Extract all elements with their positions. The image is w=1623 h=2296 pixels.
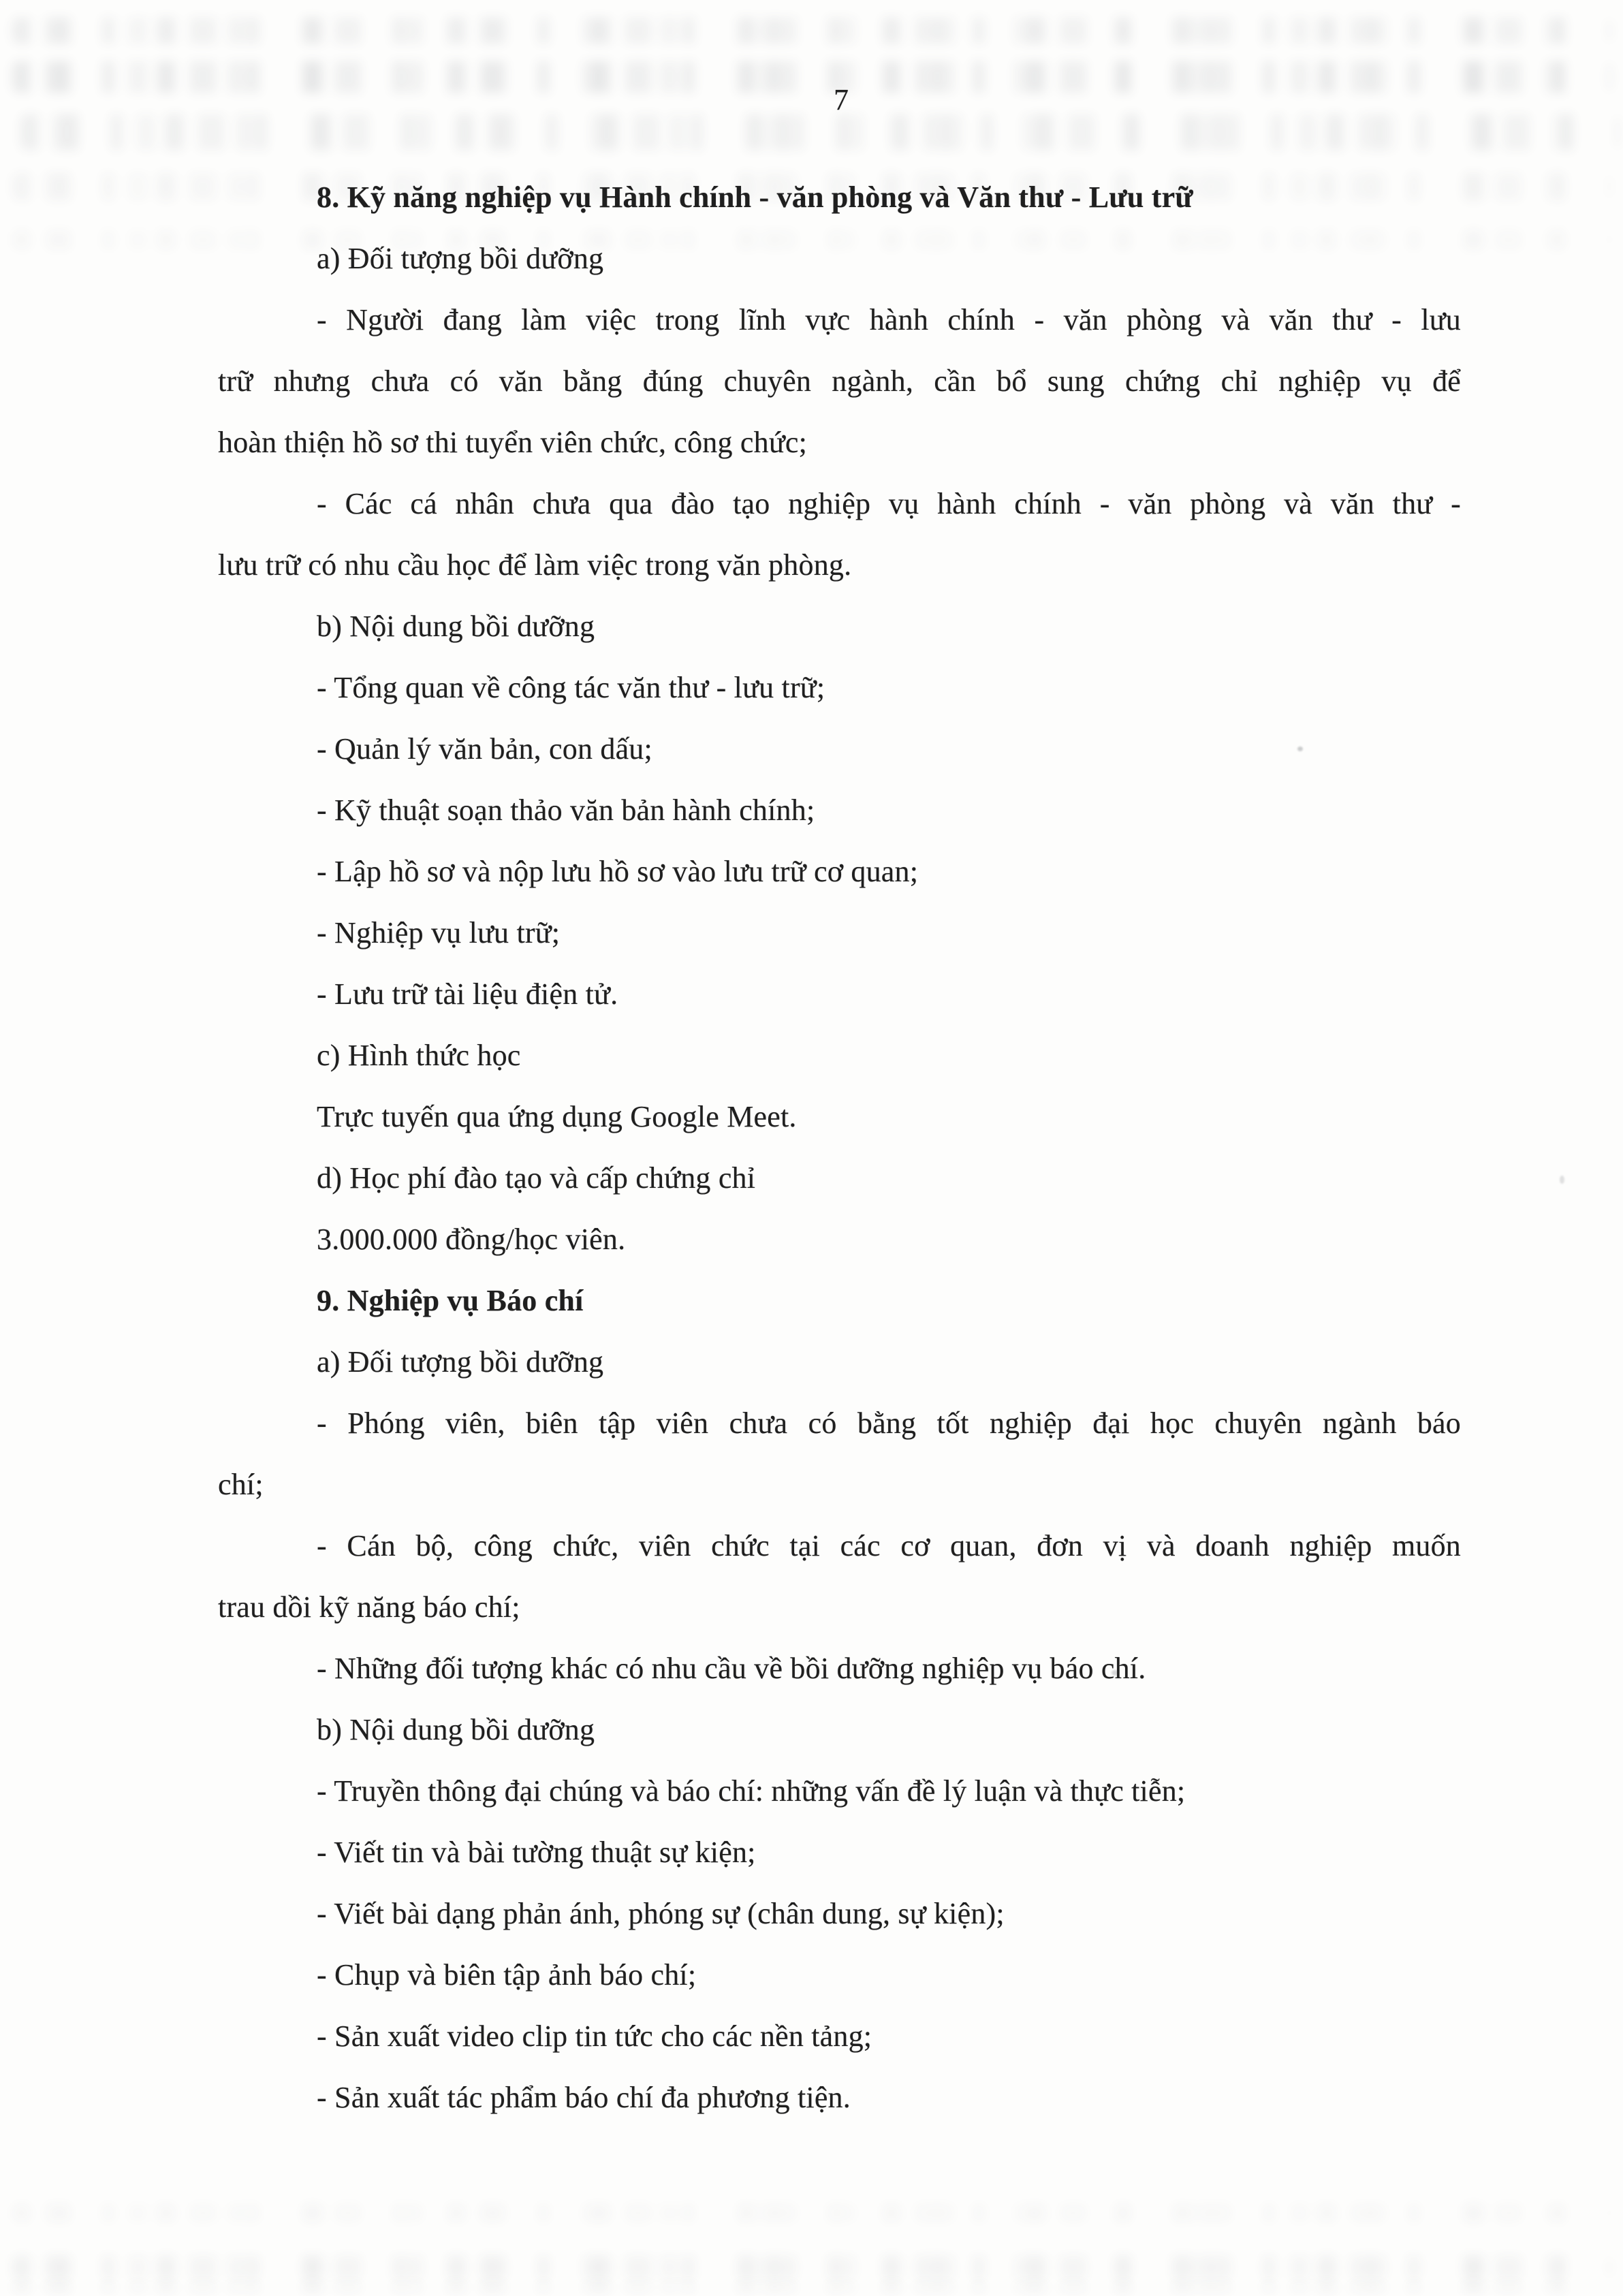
scan-speck bbox=[1297, 746, 1303, 751]
text-line: - Quản lý văn bản, con dấu; bbox=[317, 732, 652, 766]
text-line: chí; bbox=[218, 1468, 264, 1501]
text-line: - Nghiệp vụ lưu trữ; bbox=[317, 916, 561, 949]
scan-noise-row bbox=[12, 2204, 1611, 2222]
text-line: 9. Nghiệp vụ Báo chí bbox=[317, 1284, 584, 1317]
text-line: - Kỹ thuật soạn thảo văn bản hành chính; bbox=[317, 793, 815, 827]
scan-noise-row bbox=[12, 18, 1611, 44]
text-line: - Lưu trữ tài liệu điện tử. bbox=[317, 977, 618, 1011]
text-line: - Những đối tượng khác có nhu cầu về bồi dưỡng nghiệp vụ báo chí. bbox=[317, 1652, 1146, 1685]
text-line: b) Nội dung bồi dưỡng bbox=[317, 1713, 595, 1746]
scan-noise-row bbox=[12, 61, 1611, 93]
text-line: 3.000.000 đồng/học viên. bbox=[317, 1223, 626, 1256]
text-line: - Người đang làm việc trong lĩnh vực hành chính - văn phòng và văn thư - lưu bbox=[317, 303, 1461, 336]
text-line: - Các cá nhân chưa qua đào tạo nghiệp vụ hành chính - văn phòng và văn thư - bbox=[317, 487, 1461, 520]
text-line: - Viết tin và bài tường thuật sự kiện; bbox=[317, 1836, 756, 1869]
text-line: a) Đối tượng bồi dưỡng bbox=[317, 242, 604, 275]
text-line: - Cán bộ, công chức, viên chức tại các cơ quan, đơn vị và doanh nghiệp muốn bbox=[317, 1529, 1461, 1562]
scan-speck bbox=[1112, 1670, 1118, 1676]
text-line: b) Nội dung bồi dưỡng bbox=[317, 610, 595, 643]
text-line: - Sản xuất tác phẩm báo chí đa phương tiện. bbox=[317, 2081, 851, 2114]
document-body bbox=[218, 167, 1461, 2128]
scan-noise-row bbox=[12, 2256, 1611, 2279]
text-line: trữ nhưng chưa có văn bằng đúng chuyên ngành, cần bổ sung chứng chỉ nghiệp vụ để bbox=[218, 364, 1461, 398]
text-line: hoàn thiện hồ sơ thi tuyển viên chức, công chức; bbox=[218, 426, 808, 459]
text-line: - Sản xuất video clip tin tức cho các nền tảng; bbox=[317, 2019, 872, 2053]
text-line: - Phóng viên, biên tập viên chưa có bằng tốt nghiệp đại học chuyên ngành báo bbox=[317, 1406, 1461, 1440]
text-line: c) Hình thức học bbox=[317, 1039, 521, 1072]
text-line: - Chụp và biên tập ảnh báo chí; bbox=[317, 1958, 697, 1992]
text-line: a) Đối tượng bồi dưỡng bbox=[317, 1345, 604, 1379]
text-line: - Viết bài dạng phản ánh, phóng sự (chân dung, sự kiện); bbox=[317, 1897, 1005, 1930]
scan-speck bbox=[1560, 1176, 1564, 1184]
text-line: - Truyền thông đại chúng và báo chí: những vấn đề lý luận và thực tiễn; bbox=[317, 1774, 1186, 1808]
text-line: d) Học phí đào tạo và cấp chứng chỉ bbox=[317, 1161, 756, 1195]
page-number: 7 bbox=[834, 83, 849, 116]
text-line: 8. Kỹ năng nghiệp vụ Hành chính - văn phòng và Văn thư - Lưu trữ bbox=[317, 180, 1193, 214]
scan-noise-row bbox=[12, 2282, 1611, 2293]
text-line: - Tổng quan về công tác văn thư - lưu trữ; bbox=[317, 671, 825, 704]
text-line: - Lập hồ sơ và nộp lưu hồ sơ vào lưu trữ cơ quan; bbox=[317, 855, 919, 888]
text-line: trau dồi kỹ năng báo chí; bbox=[218, 1590, 520, 1624]
text-line: lưu trữ có nhu cầu học để làm việc trong văn phòng. bbox=[218, 548, 852, 582]
text-line: Trực tuyến qua ứng dụng Google Meet. bbox=[317, 1100, 797, 1133]
